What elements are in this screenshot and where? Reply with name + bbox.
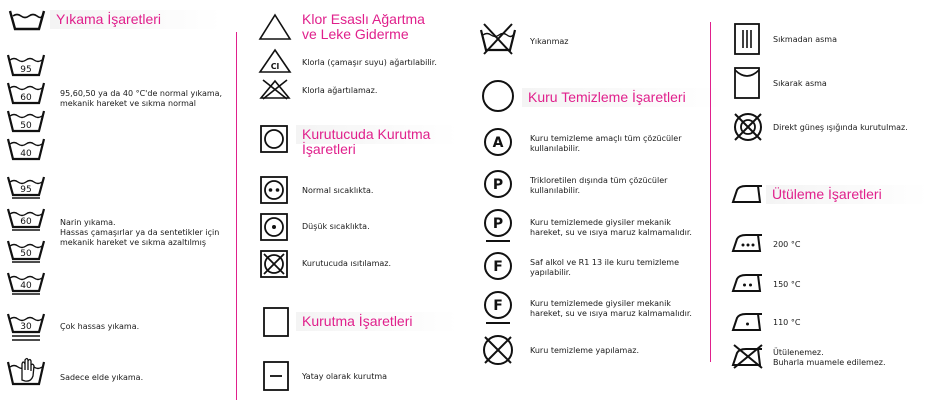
dryclean-letter: P <box>492 216 504 232</box>
tumble-normal-heat-icon <box>259 175 289 205</box>
wash-tub-40-icon <box>6 137 46 161</box>
drip-dry-icon <box>733 22 761 56</box>
dryclean-letter: F <box>493 298 503 314</box>
dryclean-f-gentle-line2: hareket, su ve ısıya maruz kalmamalıdır. <box>530 309 692 318</box>
dryclean-p-line1: Trikloretilen dışında tüm çözücüler <box>530 176 668 185</box>
dryclean-a-icon <box>482 126 514 160</box>
no-sun-dry-text: Direkt güneş ışığında kurutulmaz. <box>773 123 908 132</box>
line-dry-text: Sıkarak asma <box>773 79 827 88</box>
wash-normal-text-2: mekanik hareket ve sıkma normal <box>60 99 197 108</box>
chlorine-mark: Cl <box>270 62 280 71</box>
washing-heading: Yıkama İşaretleri <box>50 10 222 29</box>
dryclean-a-line2: kullanılabilir. <box>530 144 581 153</box>
iron-low-heat-icon <box>730 309 766 333</box>
drip-dry-text: Sıkmadan asma <box>773 35 837 44</box>
hand-wash-icon <box>6 356 46 388</box>
no-bleach-icon <box>258 78 292 100</box>
no-dryclean-icon <box>481 333 515 367</box>
dryclean-letter: A <box>492 135 504 151</box>
line-dry-icon <box>733 66 761 100</box>
iron-110-text: 110 °C <box>773 318 801 327</box>
no-iron-line2: Buharla muamele edilemez. <box>773 358 886 367</box>
no-tumble-dry-icon <box>259 249 289 279</box>
wash-tub-30-very-delicate-icon <box>6 312 46 342</box>
no-wash-icon <box>478 22 518 56</box>
hand-wash-text: Sadece elde yıkama. <box>60 373 144 382</box>
iron-200-text: 200 °C <box>773 240 801 249</box>
iron-high-heat-icon <box>730 230 766 254</box>
wash-temp-label: 95 <box>20 65 32 75</box>
tumble-low-heat-icon <box>259 212 289 242</box>
column-divider-1 <box>236 32 237 400</box>
wash-tub-50-icon <box>6 109 46 133</box>
wash-temp-label: 60 <box>20 217 32 227</box>
dryclean-f-gentle-line1: Kuru temizlemede giysiler mekanik <box>530 299 671 308</box>
dryclean-f-line2: yapılabilir. <box>530 268 571 277</box>
wash-tub-50-delicate-icon <box>6 239 46 263</box>
dry-square-icon <box>262 306 290 338</box>
dryclean-f-gentle-icon <box>482 290 514 326</box>
tumble-low-text: Düşük sıcaklıkta. <box>302 222 370 231</box>
wash-delicate-text-2: Hassas çamaşırlar ya da sentetikler için <box>60 228 220 237</box>
dryclean-p-gentle-icon <box>482 208 514 244</box>
tumble-normal-text: Normal sıcaklıkta. <box>302 186 374 195</box>
no-dryclean-text: Kuru temizleme yapılamaz. <box>530 346 639 355</box>
dry-flat-icon <box>262 360 290 392</box>
wash-tub-40-delicate-icon <box>6 271 46 295</box>
iron-icon <box>730 183 766 205</box>
dryclean-p-line2: kullanılabilir. <box>530 186 581 195</box>
dryclean-f-line1: Saf alkol ve R1 13 ile kuru temizleme <box>530 258 679 267</box>
wash-temp-label: 40 <box>20 281 32 291</box>
dryclean-a-line1: Kuru temizleme amaçlı tüm çözücüler <box>530 134 682 143</box>
wash-temp-label: 30 <box>20 322 32 332</box>
no-bleach-text: Klorla ağartılamaz. <box>302 86 378 95</box>
wash-delicate-text-1: Narin yıkama. <box>60 218 116 227</box>
iron-150-text: 150 °C <box>773 280 801 289</box>
bleach-heading-line1: Klor Esaslı Ağartma <box>302 11 425 27</box>
wash-temp-label: 40 <box>20 149 32 159</box>
no-sun-dry-icon <box>731 110 765 144</box>
wash-tub-icon <box>8 9 46 31</box>
wash-temp-label: 95 <box>20 185 32 195</box>
dryclean-heading: Kuru Temizleme İşaretleri <box>522 88 724 107</box>
wash-normal-text-1: 95,60,50 ya da 40 °C'de normal yıkama, <box>60 89 223 98</box>
wash-very-delicate-text: Çok hassas yıkama. <box>60 322 140 331</box>
wash-tub-95-delicate-icon <box>6 175 46 199</box>
bleach-allowed-text: Klorla (çamaşır suyu) ağartılabilir. <box>302 58 437 67</box>
dry-flat-text: Yatay olarak kurutma <box>302 372 388 381</box>
dryclean-letter: P <box>492 177 504 193</box>
tumble-dry-icon <box>259 124 289 154</box>
chlorine-bleach-icon <box>258 48 292 74</box>
wash-temp-label: 50 <box>20 249 32 259</box>
wash-delicate-tubs <box>6 175 46 295</box>
dryclean-p-gentle-line2: hareket, su ve ısıya maruz kalmamalıdır. <box>530 228 692 237</box>
iron-medium-heat-icon <box>730 270 766 294</box>
column-divider-2 <box>710 22 711 362</box>
drying-heading: Kurutma İşaretleri <box>296 312 458 331</box>
dryclean-f-icon <box>482 250 514 284</box>
wash-normal-tubs <box>6 53 46 161</box>
no-iron-icon <box>730 343 766 369</box>
no-iron-line1: Ütülenemez. <box>773 348 824 357</box>
wash-delicate-text-3: mekanik hareket ve sıkma azaltılmış <box>60 238 206 247</box>
dryclean-circle-icon <box>481 79 515 113</box>
dryclean-p-icon <box>482 168 514 202</box>
wash-tub-95-icon <box>6 53 46 77</box>
no-tumble-text: Kurutucuda ısıtılamaz. <box>302 259 392 268</box>
wash-temp-label: 50 <box>20 121 32 131</box>
bleach-heading-line2: ve Leke Giderme <box>302 26 409 42</box>
wash-tub-60-delicate-icon <box>6 207 46 231</box>
wash-tub-60-icon <box>6 81 46 105</box>
no-wash-text: Yıkanmaz <box>530 37 569 46</box>
wash-temp-label: 60 <box>20 93 32 103</box>
dryclean-letter: F <box>493 259 503 275</box>
tumble-heading-line1: Kurutucuda Kurutma <box>296 125 458 144</box>
bleach-triangle-icon <box>258 13 292 41</box>
tumble-heading-line2: İşaretleri <box>302 141 356 157</box>
dryclean-p-gentle-line1: Kuru temizlemede giysiler mekanik <box>530 218 671 227</box>
ironing-heading: Ütüleme İşaretleri <box>766 185 928 204</box>
